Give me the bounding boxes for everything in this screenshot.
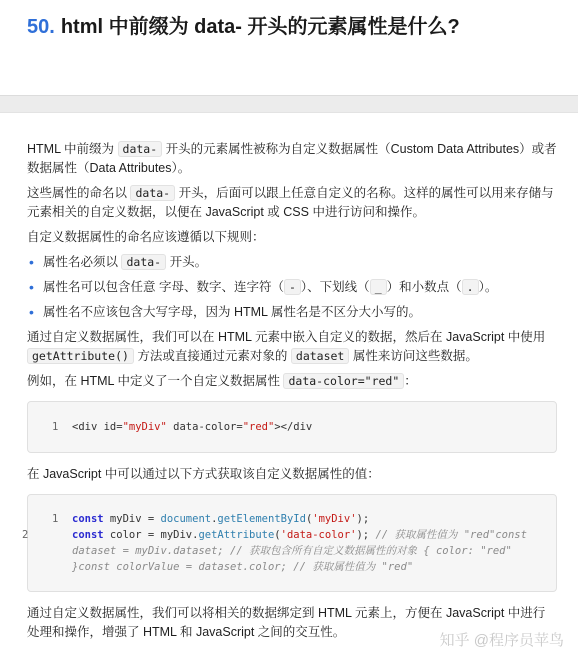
question-title [27, 10, 460, 39]
text: ）。 [478, 280, 498, 294]
code-token: "red" [242, 421, 275, 433]
inline-code: - [284, 279, 301, 295]
line-number: 1 [52, 513, 59, 525]
inline-code: . [462, 279, 479, 295]
code-token: "myDiv" [122, 421, 167, 433]
list-item [27, 253, 557, 272]
code-token: document [160, 513, 212, 525]
rules-list [27, 253, 557, 322]
paragraph-rules-intro: 自定义数据属性的命名应该遵循以下规则： [27, 230, 265, 244]
code-token: ( [274, 529, 281, 541]
inline-code: data-color="red" [283, 373, 404, 389]
code-line [42, 511, 542, 527]
inline-code: _ [370, 279, 387, 295]
line-number: 2 [22, 529, 29, 541]
answer-body [22, 140, 557, 648]
code-line [22, 527, 542, 575]
inline-code: getAttribute() [27, 348, 134, 364]
text: HTML 中前缀为 [27, 142, 118, 156]
code-block-js[interactable] [22, 494, 557, 592]
code-line [42, 419, 542, 435]
watermark: 知乎 @程序员苹鸟 [439, 632, 564, 649]
code-token: ( [305, 513, 313, 525]
text: 例如，在 HTML 中定义了一个自定义数据属性 [27, 374, 284, 388]
line-number: 1 [52, 421, 59, 433]
inline-code: data- [130, 185, 175, 201]
inline-code: data- [121, 254, 166, 270]
text: ： [404, 374, 417, 388]
code-comment: // 获取属性值为 "red"const dataset = myDiv.dataset; // 获取包含所有自定义数据属性的对象 { color: "red" }const colorValue = dataset.color; // 获取属性值为 "red" [72, 529, 527, 573]
paragraph-intro [27, 140, 557, 178]
text: 开头的元素属性被称为自定义数据属性（Custom Data Attributes）或者数据属性（Data Attributes）。 [27, 142, 557, 175]
inline-code: data- [118, 141, 163, 157]
code-token: . [211, 513, 218, 525]
code-token: ); [356, 529, 376, 541]
inline-code: dataset [291, 348, 349, 364]
text: 属性名必须以 [43, 255, 122, 269]
section-divider [0, 95, 578, 113]
text: 属性名可以包含任意 字母、数字、连字符（ [43, 280, 284, 294]
paragraph-summary: 通过自定义数据属性，我们可以将相关的数据绑定到 HTML 元素上，方便在 JavaScript 中进行处理和操作，增强了 HTML 和 JavaScript 之间的交互性。 [27, 606, 546, 639]
paragraph-js-intro: 在 JavaScript 中可以通过以下方式获取该自定义数据属性的值： [27, 467, 380, 481]
code-token: getElementById [217, 513, 306, 525]
code-token: ></div [274, 421, 313, 433]
code-token: 'data-color' [280, 529, 357, 541]
list-item [27, 278, 557, 297]
code-token: myDiv = [103, 513, 161, 525]
bullet-icon: • [29, 254, 34, 270]
bullet-icon: • [29, 304, 34, 320]
paragraph-naming [27, 184, 557, 222]
text: 开头，后面可以跟上任意自定义的名称。这样的属性可以用来存储与元素相关的自定义数据，以便在 JavaScript 或 CSS 中进行访问和操作。 [27, 186, 554, 219]
code-token: const [72, 513, 104, 525]
text: ）、下划线（ [300, 280, 370, 294]
code-token: getAttribute [198, 529, 275, 541]
text: 这些属性的命名以 [27, 186, 131, 200]
question-title-text: html 中前缀为 data- 开头的元素属性是什么? [60, 16, 460, 38]
code-token: ); [356, 513, 370, 525]
code-token: <div id= [72, 421, 123, 433]
question-number: 50. [27, 16, 55, 38]
code-token: color = myDiv. [103, 529, 199, 541]
text: 属性名不应该包含大写字母，因为 HTML 属性名是不区分大小写的。 [43, 305, 422, 319]
code-block-html[interactable] [27, 401, 557, 453]
article-header [0, 0, 578, 95]
code-token: 'myDiv' [312, 513, 357, 525]
code-token: const [72, 529, 104, 541]
text: 开头。 [166, 255, 208, 269]
text: 通过自定义数据属性，我们可以在 HTML 元素中嵌入自定义的数据，然后在 JavaScript 中使用 [27, 330, 546, 344]
bullet-icon: • [29, 279, 34, 295]
paragraph-access [27, 328, 557, 366]
text: ）和小数点（ [386, 280, 462, 294]
code-token: data-color= [166, 421, 243, 433]
paragraph-example [27, 372, 557, 391]
text: 方法或直接通过元素对象的 [133, 349, 291, 363]
list-item [27, 303, 557, 322]
text: 属性来访问这些数据。 [349, 349, 478, 363]
